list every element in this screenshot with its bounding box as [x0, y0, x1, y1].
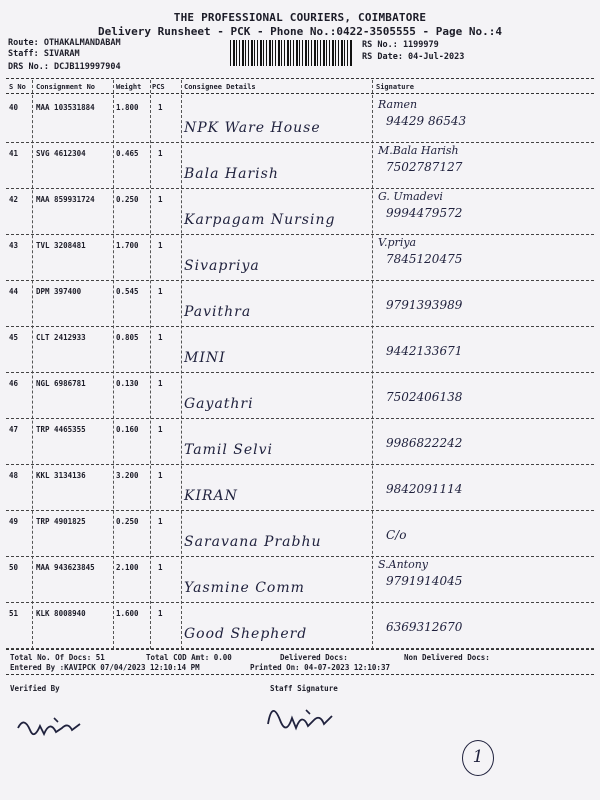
runsheet-subtitle: Delivery Runsheet - PCK - Phone No.:0422-3505555 - Page No.:4 — [98, 25, 502, 38]
delivered-docs: Delivered Docs: — [280, 653, 348, 662]
table-row — [6, 96, 594, 143]
serial-number: 46 — [9, 379, 19, 388]
route-label: Route: OTHAKALMANDABAM — [8, 38, 121, 48]
table-row — [6, 280, 594, 327]
serial-number: 48 — [9, 471, 19, 480]
table-row — [6, 418, 594, 465]
consignee-name: NPK Ware House — [184, 120, 321, 136]
receiver-phone: 7502406138 — [386, 390, 463, 404]
consignment-number: TRP 4901825 — [36, 517, 86, 526]
page-number-mark — [462, 740, 494, 776]
pieces-count: 1 — [158, 563, 163, 572]
weight-value: 0.250 — [116, 195, 139, 204]
column-header-consignment: Consignment No — [36, 83, 96, 91]
receiver-signature: V.priya — [378, 236, 417, 249]
table-row — [6, 556, 594, 603]
header-bottom-rule — [6, 93, 594, 94]
receiver-signature: S.Antony — [378, 558, 429, 571]
weight-value: 0.250 — [116, 517, 139, 526]
consignment-number: TRP 4465355 — [36, 425, 86, 434]
verified-by-label: Verified By — [10, 684, 60, 693]
serial-number: 50 — [9, 563, 19, 572]
serial-number: 43 — [9, 241, 19, 250]
weight-value: 1.800 — [116, 103, 139, 112]
receiver-phone: 9442133671 — [386, 344, 463, 358]
receiver-phone: 9994479572 — [386, 206, 463, 220]
receiver-signature: G. Umadevi — [378, 190, 443, 203]
consignee-name: Gayathri — [184, 396, 254, 412]
consignment-number: TVL 3208481 — [36, 241, 86, 250]
receiver-phone: 9986822242 — [386, 436, 463, 450]
serial-number: 40 — [9, 103, 19, 112]
page-number-text: 1 — [472, 747, 484, 767]
serial-number: 51 — [9, 609, 19, 618]
pieces-count: 1 — [158, 241, 163, 250]
table-row — [6, 234, 594, 281]
consignee-name: MINI — [184, 350, 226, 366]
pieces-count: 1 — [158, 287, 163, 296]
table-row — [6, 372, 594, 419]
pieces-count: 1 — [158, 609, 163, 618]
barcode-image — [230, 40, 352, 66]
weight-value: 0.465 — [116, 149, 139, 158]
receiver-signature: Ramen — [378, 98, 418, 111]
total-cod-amount: Total COD Amt: 0.00 — [146, 653, 232, 662]
consignee-name: Tamil Selvi — [184, 442, 274, 458]
weight-value: 1.600 — [116, 609, 139, 618]
consignment-number: MAA 103531884 — [36, 103, 95, 112]
column-header-pcs: PCS — [152, 83, 165, 91]
consignment-number: NGL 6986781 — [36, 379, 86, 388]
serial-number: 45 — [9, 333, 19, 342]
entered-by: Entered By :KAVIPCK 07/04/2023 12:10:14 PM — [10, 663, 200, 672]
pieces-count: 1 — [158, 333, 163, 342]
receiver-phone: C/o — [386, 528, 407, 542]
company-title: THE PROFESSIONAL COURIERS, COIMBATORE — [173, 11, 427, 24]
weight-value: 0.545 — [116, 287, 139, 296]
consignee-name: Pavithra — [184, 304, 252, 320]
consignment-number: CLT 2412933 — [36, 333, 86, 342]
table-bottom-rule — [6, 649, 594, 650]
serial-number: 49 — [9, 517, 19, 526]
table-top-rule — [6, 78, 594, 79]
consignment-number: SVG 4612304 — [36, 149, 86, 158]
receiver-signature: M.Bala Harish — [378, 144, 459, 157]
table-row — [6, 326, 594, 373]
serial-number: 42 — [9, 195, 19, 204]
pieces-count: 1 — [158, 103, 163, 112]
weight-value: 3.200 — [116, 471, 139, 480]
consignee-name: Yasmine Comm — [184, 580, 305, 596]
receiver-phone: 9791393989 — [386, 298, 463, 312]
receiver-phone: 9791914045 — [386, 574, 463, 588]
total-docs: Total No. Of Docs: 51 — [10, 653, 105, 662]
pieces-count: 1 — [158, 379, 163, 388]
footer-rule — [6, 674, 594, 675]
weight-value: 1.700 — [116, 241, 139, 250]
consignment-number: MAA 859931724 — [36, 195, 95, 204]
column-header-sno: S No — [9, 83, 26, 91]
pieces-count: 1 — [158, 425, 163, 434]
pieces-count: 1 — [158, 517, 163, 526]
pieces-count: 1 — [158, 149, 163, 158]
non-delivered-docs: Non Delivered Docs: — [404, 653, 490, 662]
consignment-number: MAA 943623845 — [36, 563, 95, 572]
table-row — [6, 602, 594, 649]
consignee-name: Bala Harish — [184, 166, 279, 182]
table-row — [6, 510, 594, 557]
printed-on: Printed On: 04-07-2023 12:10:37 — [250, 663, 390, 672]
staff-signature-mark — [260, 694, 350, 744]
serial-number: 41 — [9, 149, 19, 158]
consignment-number: KKL 3134136 — [36, 471, 86, 480]
column-header-weight: Weight — [116, 83, 142, 91]
drs-number: DRS No.: DCJB119997904 — [8, 62, 121, 72]
receiver-phone: 94429 86543 — [386, 114, 467, 128]
weight-value: 0.130 — [116, 379, 139, 388]
verified-by-signature — [10, 700, 100, 750]
table-row — [6, 142, 594, 189]
consignment-number: KLK 8008940 — [36, 609, 86, 618]
pieces-count: 1 — [158, 195, 163, 204]
serial-number: 44 — [9, 287, 19, 296]
column-header-consignee: Consignee Details — [184, 83, 256, 91]
rs-date: RS Date: 04-Jul-2023 — [362, 52, 465, 62]
consignee-name: Saravana Prabhu — [184, 534, 322, 550]
table-row — [6, 464, 594, 511]
receiver-phone: 7502787127 — [386, 160, 463, 174]
rs-number: RS No.: 1199979 — [362, 40, 439, 50]
column-header-signature: Signature — [376, 83, 414, 91]
consignee-name: KIRAN — [184, 488, 238, 504]
consignment-number: DPM 397400 — [36, 287, 82, 296]
table-row — [6, 188, 594, 235]
pieces-count: 1 — [158, 471, 163, 480]
receiver-phone: 9842091114 — [386, 482, 463, 496]
receiver-phone: 6369312670 — [386, 620, 463, 634]
serial-number: 47 — [9, 425, 19, 434]
consignee-name: Good Shepherd — [184, 626, 308, 642]
weight-value: 2.100 — [116, 563, 139, 572]
weight-value: 0.805 — [116, 333, 139, 342]
staff-signature-label: Staff Signature — [270, 684, 338, 693]
staff-label: Staff: SIVARAM — [8, 49, 80, 59]
consignee-name: Karpagam Nursing — [184, 212, 336, 228]
consignee-name: Sivapriya — [184, 258, 260, 274]
receiver-phone: 7845120475 — [386, 252, 463, 266]
weight-value: 0.160 — [116, 425, 139, 434]
